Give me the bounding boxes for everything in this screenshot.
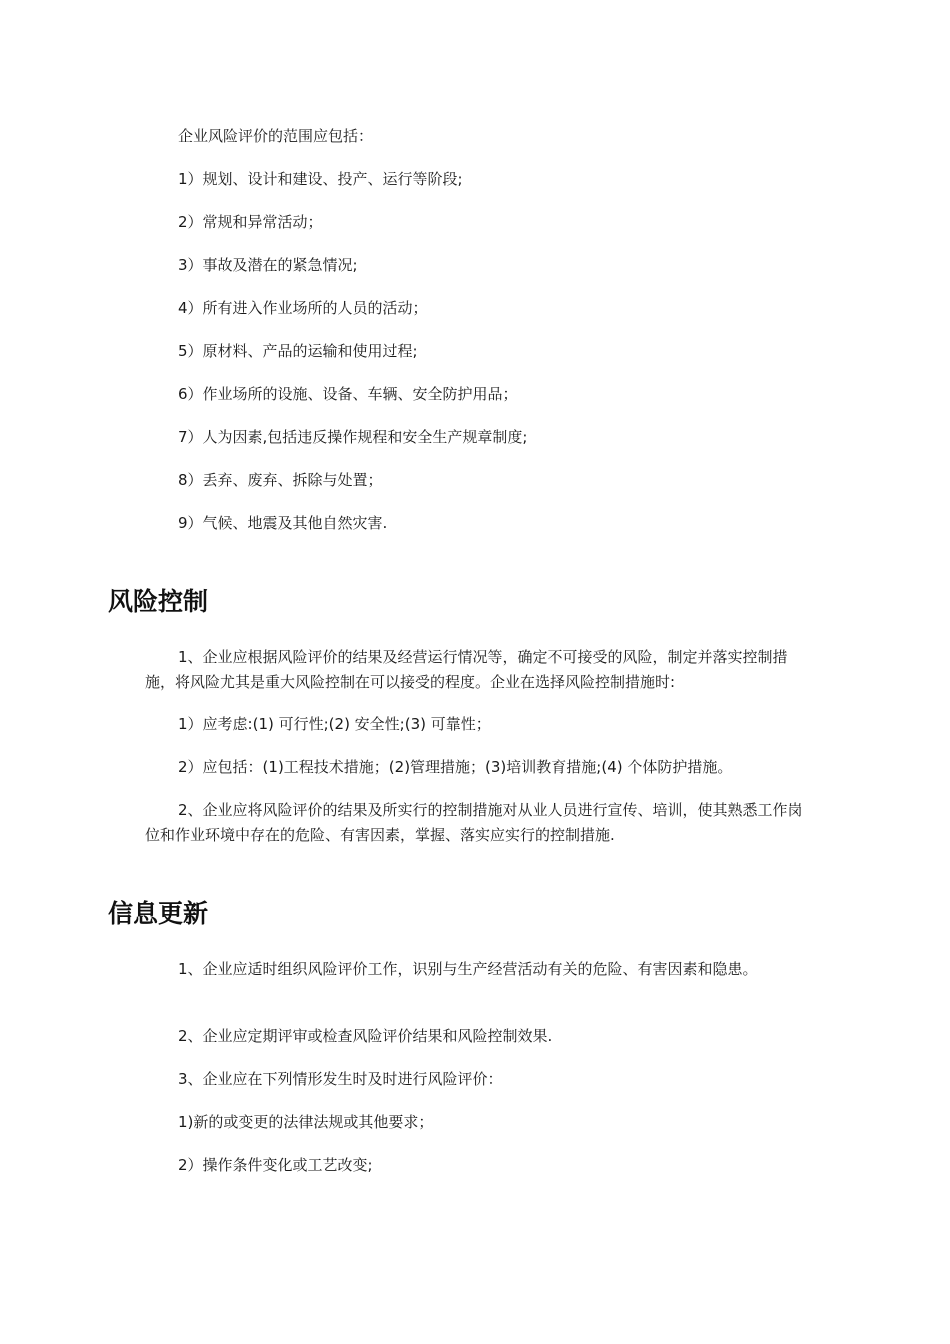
info-update-paragraph-3: 3、企业应在下列情形发生时及时进行风险评价： xyxy=(178,1070,503,1088)
scope-item-4: 4）所有进入作业场所的人员的活动； xyxy=(178,299,428,317)
scope-item-1: 1）规划、设计和建设、投产、运行等阶段; xyxy=(178,170,463,188)
intro-lead: 企业风险评价的范围应包括： xyxy=(178,127,374,145)
scope-item-9: 9）气候、地震及其他自然灾害. xyxy=(178,514,388,532)
scope-item-6: 6）作业场所的设施、设备、车辆、安全防护用品； xyxy=(178,385,518,403)
scope-item-2: 2）常规和异常活动； xyxy=(178,213,323,231)
info-update-paragraph-2: 2、企业应定期评审或检查风险评价结果和风险控制效果. xyxy=(178,1027,553,1045)
section-heading-risk-control: 风险控制 xyxy=(108,587,209,616)
info-update-item-1: 1)新的或变更的法律法规或其他要求； xyxy=(178,1113,434,1131)
risk-control-item-2: 2）应包括：(1)工程技术措施；(2)管理措施；(3)培训教育措施;(4) 个体防护措施。 xyxy=(178,758,733,776)
scope-item-5: 5）原材料、产品的运输和使用过程; xyxy=(178,342,418,360)
risk-control-paragraph-1: 1、企业应根据风险评价的结果及经营运行情况等，确定不可接受的风险，制定并落实控制措施，将风险尤其是重大风险控制在可以接受的程度。企业在选择风险控制措施时: xyxy=(145,648,788,691)
scope-item-8: 8）丢弃、废弃、拆除与处置； xyxy=(178,471,383,489)
risk-control-item-1: 1）应考虑:(1) 可行性;(2) 安全性;(3) 可靠性； xyxy=(178,715,491,733)
risk-control-paragraph-2: 2、企业应将风险评价的结果及所实行的控制措施对从业人员进行宣传、培训，使其熟悉工作岗位和作业环境中存在的危险、有害因素，掌握、落实应实行的控制措施. xyxy=(145,801,803,844)
info-update-item-2: 2）操作条件变化或工艺改变; xyxy=(178,1156,373,1174)
scope-item-3: 3）事故及潜在的紧急情况; xyxy=(178,256,358,274)
info-update-paragraph-1: 1、企业应适时组织风险评价工作，识别与生产经营活动有关的危险、有害因素和隐患。 xyxy=(178,960,758,978)
scope-item-7: 7）人为因素,包括违反操作规程和安全生产规章制度; xyxy=(178,428,528,446)
section-heading-info-update: 信息更新 xyxy=(108,899,209,928)
